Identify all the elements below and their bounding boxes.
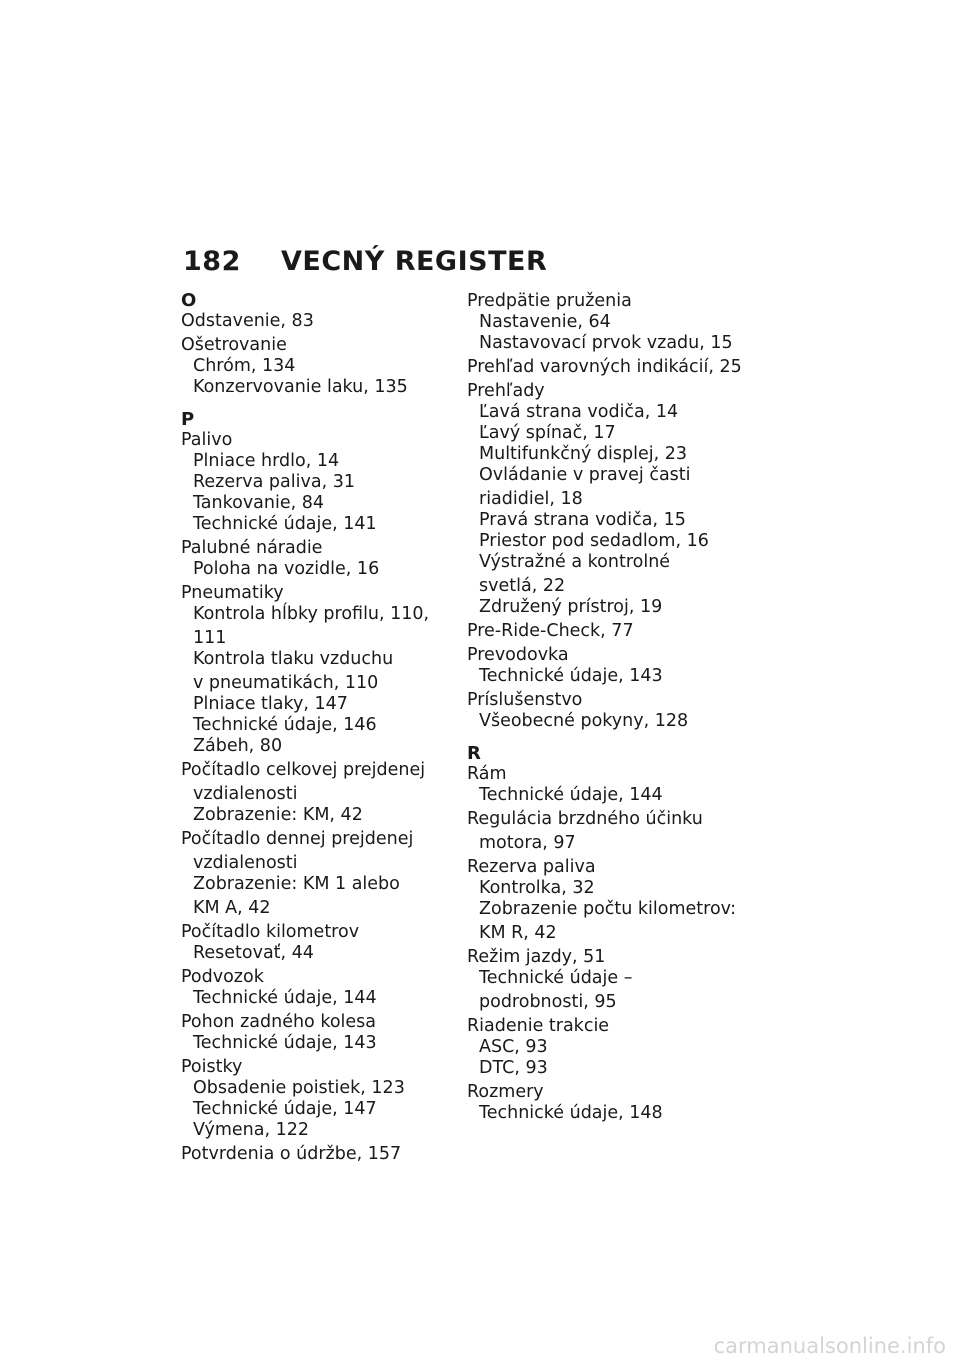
index-subentry: ASC, 93 <box>479 1037 548 1057</box>
index-subentry: Nastavovací prvok vzadu, 15 <box>479 333 733 353</box>
index-subentry: Kontrola tlaku vzduchu <box>193 649 394 669</box>
index-subentry: Technické údaje, 144 <box>479 785 663 805</box>
index-entry: Palivo <box>181 430 233 450</box>
index-entry-continuation: v pneumatikách, 110 <box>193 673 379 693</box>
page-number: 182 <box>183 246 241 277</box>
index-subentry: Zobrazenie: KM, 42 <box>193 805 363 825</box>
index-entry-continuation: KM A, 42 <box>193 898 271 918</box>
index-entry: Poistky <box>181 1057 243 1077</box>
index-subentry: Obsadenie poistiek, 123 <box>193 1078 405 1098</box>
index-subentry: Technické údaje, 144 <box>193 988 377 1008</box>
index-subentry: Združený prístroj, 19 <box>479 597 663 617</box>
index-subentry: Technické údaje – <box>479 968 633 988</box>
index-subentry: Technické údaje, 147 <box>193 1099 377 1119</box>
index-entry: Potvrdenia o údržbe, 157 <box>181 1144 402 1164</box>
watermark: carmanualsonline.info <box>713 1334 946 1358</box>
index-subentry: Technické údaje, 143 <box>479 666 663 686</box>
index-subentry: Plniace hrdlo, 14 <box>193 451 340 471</box>
index-entry-continuation: vzdialenosti <box>193 784 298 804</box>
index-entry: Počítadlo celkovej prejdenej <box>181 760 426 780</box>
page-header <box>183 246 547 277</box>
index-entry: Režim jazdy, 51 <box>467 947 606 967</box>
index-subentry: Všeobecné pokyny, 128 <box>479 711 689 731</box>
index-entry: Palubné náradie <box>181 538 323 558</box>
index-entry-continuation: podrobnosti, 95 <box>479 992 617 1012</box>
index-entry: Pohon zadného kolesa <box>181 1012 377 1032</box>
index-subentry: Zábeh, 80 <box>193 736 283 756</box>
index-subentry: Kontrolka, 32 <box>479 878 595 898</box>
index-entry: Regulácia brzdného účinku <box>467 809 703 829</box>
index-entry: Rezerva paliva <box>467 857 596 877</box>
index-subentry: Nastavenie, 64 <box>479 312 611 332</box>
index-entry-continuation: svetlá, 22 <box>479 576 566 596</box>
index-letter: R <box>467 743 481 764</box>
index-entry: Prehľady <box>467 381 545 401</box>
index-entry-continuation: vzdialenosti <box>193 853 298 873</box>
index-subentry: Ovládanie v pravej časti <box>479 465 691 485</box>
index-subentry: Plniace tlaky, 147 <box>193 694 348 714</box>
index-entry: Podvozok <box>181 967 264 987</box>
index-subentry: Výmena, 122 <box>193 1120 310 1140</box>
index-entry: Počítadlo dennej prejdenej <box>181 829 414 849</box>
index-letter: P <box>181 409 195 430</box>
index-subentry: Technické údaje, 148 <box>479 1103 663 1123</box>
index-letter: O <box>181 290 197 311</box>
index-subentry: Technické údaje, 146 <box>193 715 377 735</box>
index-subentry: DTC, 93 <box>479 1058 548 1078</box>
index-entry: Prehľad varovných indikácií, 25 <box>467 357 742 377</box>
index-subentry: Zobrazenie počtu kilometrov: <box>479 899 736 919</box>
index-subentry: Multifunkčný displej, 23 <box>479 444 687 464</box>
index-entry: Riadenie trakcie <box>467 1016 610 1036</box>
page-title: VECNÝ REGISTER <box>281 246 548 277</box>
index-subentry: Ľavý spínač, 17 <box>479 423 616 443</box>
index-entry: Rám <box>467 764 507 784</box>
index-entry-continuation: 111 <box>193 628 227 648</box>
index-entry-continuation: motora, 97 <box>479 833 576 853</box>
index-column-left <box>181 291 443 1165</box>
index-entry: Rozmery <box>467 1082 544 1102</box>
index-subentry: Konzervovanie laku, 135 <box>193 377 408 397</box>
index-entry: Príslušenstvo <box>467 690 583 710</box>
index-subentry: Kontrola hĺbky profilu, 110, <box>193 604 430 624</box>
index-subentry: Chróm, 134 <box>193 356 296 376</box>
index-subentry: Rezerva paliva, 31 <box>193 472 355 492</box>
index-entry: Pre-Ride-Check, 77 <box>467 621 634 641</box>
index-subentry: Priestor pod sedadlom, 16 <box>479 531 709 551</box>
index-entry: Odstavenie, 83 <box>181 311 314 331</box>
index-subentry: Ľavá strana vodiča, 14 <box>479 402 679 422</box>
index-subentry: Zobrazenie: KM 1 alebo <box>193 874 400 894</box>
index-column-right <box>467 291 747 1124</box>
index-entry-continuation: KM R, 42 <box>479 923 557 943</box>
index-entry-continuation: riadidiel, 18 <box>479 489 583 509</box>
index-subentry: Výstražné a kontrolné <box>479 552 671 572</box>
index-entry: Počítadlo kilometrov <box>181 922 360 942</box>
index-subentry: Technické údaje, 141 <box>193 514 377 534</box>
index-subentry: Pravá strana vodiča, 15 <box>479 510 686 530</box>
index-subentry: Technické údaje, 143 <box>193 1033 377 1053</box>
index-entry: Prevodovka <box>467 645 569 665</box>
index-subentry: Resetovať, 44 <box>193 943 314 963</box>
index-entry: Predpätie pruženia <box>467 291 632 311</box>
index-subentry: Tankovanie, 84 <box>193 493 325 513</box>
index-subentry: Poloha na vozidle, 16 <box>193 559 380 579</box>
index-entry: Pneumatiky <box>181 583 284 603</box>
index-entry: Ošetrovanie <box>181 335 287 355</box>
